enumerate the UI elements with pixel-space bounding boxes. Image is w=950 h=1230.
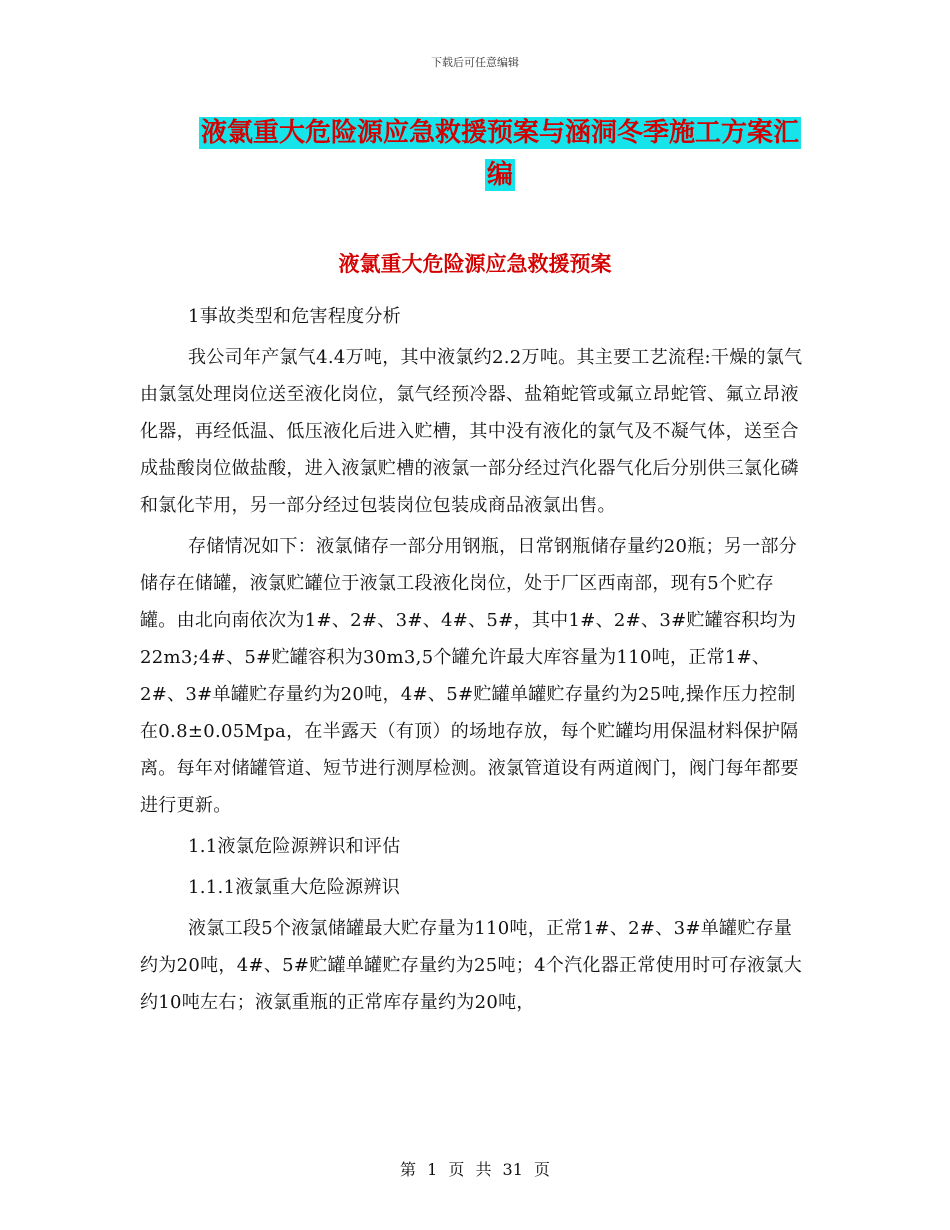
- title-line-1: 液氯重大危险源应急救援预案与涵洞冬季施工方案汇: [200, 118, 799, 148]
- heading-1: 1事故类型和危害程度分析: [188, 306, 402, 327]
- page-footer: 第 1 页 共 31 页: [400, 1160, 550, 1179]
- paragraph-1: 我公司年产氯气4.4万吨，其中液氯约2.2万吨。其主要工艺流程:干燥的氯气由氯氢处理岗位送至液化岗位，氯气经预冷器、盐箱蛇管或氟立昂蛇管、氟立昂液化器，再经低温、低压液化后进入贮槽，其中没有液化的氯气及不凝气体，送至合成盐酸岗位做盐酸，进入液氯贮槽的液氯一部分经过汽化器气化后分别供三氯化磷和氯化苄用，另一部分经过包装岗位包装成商品液氯出售。: [140, 347, 803, 516]
- paragraph-2: 存储情况如下：液氯储存一部分用钢瓶，日常钢瓶储存量约20瓶；另一部分储存在储罐，液氯贮罐位于液氯工段液化岗位，处于厂区西南部，现有5个贮存罐。由北向南依次为1#、2#、3#、4#、5#，其中1#、2#、3#贮罐容积均为22m3;4#、5#贮罐容积为30m3,5个罐允许最大库容量为110吨，正常1#、2#、3#单罐贮存量约为20吨，4#、5#贮罐单罐贮存量约为25吨,操作压力控制在0.8±0.05Mpa，在半露天（有顶）的场地存放，每个贮罐均用保温材料保护隔离。每年对储罐管道、短节进行测厚检测。液氯管道设有两道阀门，阀门每年都要进行更新。: [140, 536, 799, 816]
- document-body: [140, 298, 810, 1021]
- document-title: [190, 112, 810, 196]
- title-line-2: 编: [486, 160, 513, 190]
- paragraph-3: 液氯工段5个液氯储罐最大贮存量为110吨，正常1#、2#、3#单罐贮存量约为20吨，4#、5#贮罐单罐贮存量约为25吨；4个汽化器正常使用时可存液氯大约10吨左右；液氯重瓶的正常库存量约为20吨，: [140, 918, 803, 1013]
- page-header-note: 下载后可任意编辑: [431, 56, 519, 69]
- section-title: 液氯重大危险源应急救援预案: [338, 252, 612, 276]
- heading-1-1: 1.1液氯危险源辨识和评估: [188, 836, 401, 857]
- heading-1-1-1: 1.1.1液氯重大危险源辨识: [188, 877, 400, 898]
